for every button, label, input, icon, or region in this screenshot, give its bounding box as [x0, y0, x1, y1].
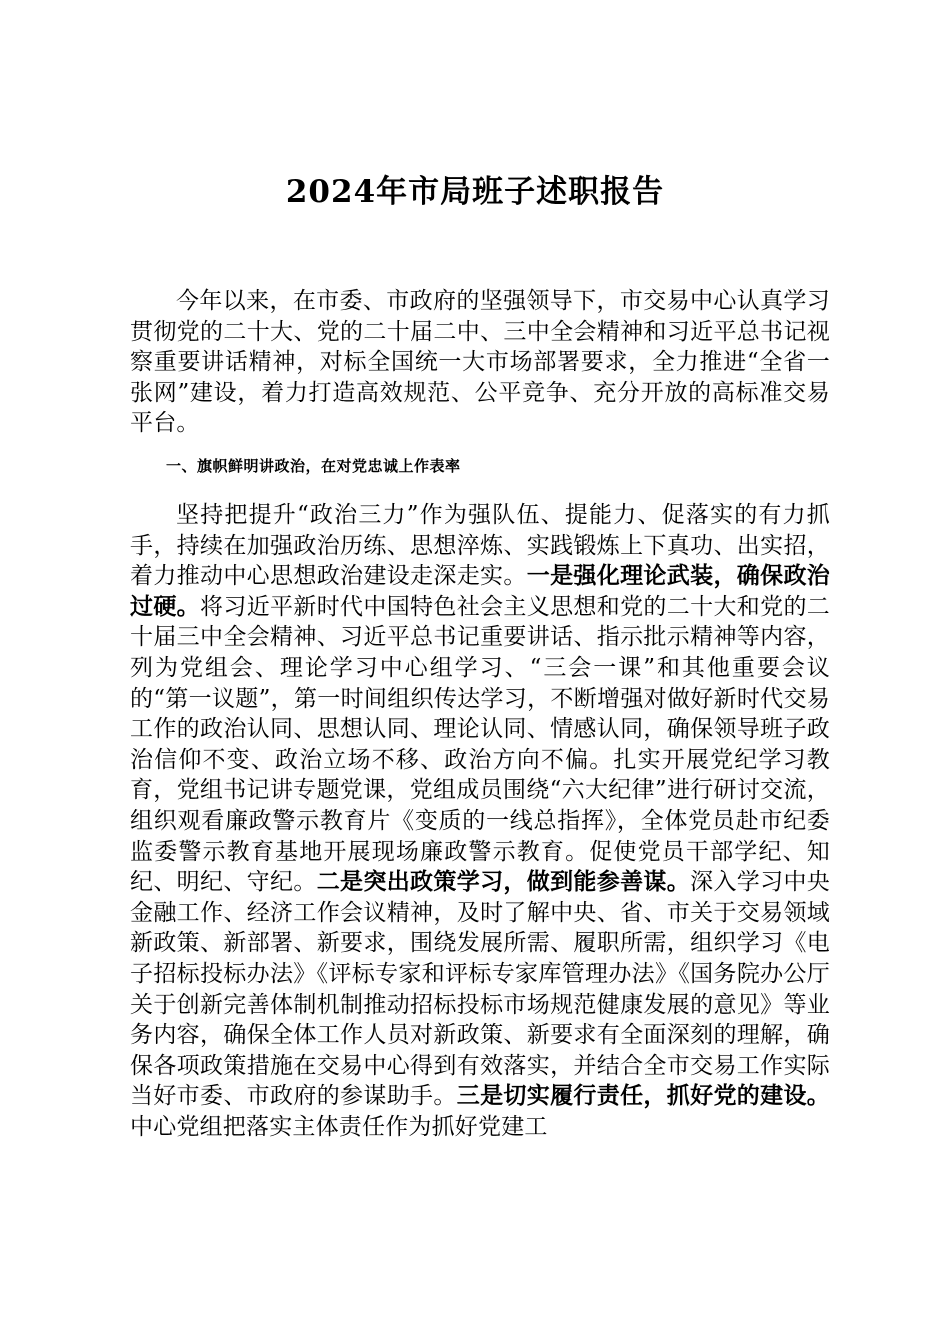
point-2-title: 二是突出政策学习，做到能参善谋。 [316, 868, 691, 896]
point-3-title: 三是切实履行责任，抓好党的建设。 [456, 1082, 830, 1110]
document-title: 2024年市局班子述职报告 [285, 174, 665, 210]
section-body-paragraph [130, 500, 830, 1142]
point-2-text: 深入学习中央金融工作、经济工作会议精神，及时了解中央、省、市关于交易领域新政策、新部署、新要求，围绕发展所需、履职所需，组织学习《电子招标投标办法》《评标专家和评标专家库管理办法》《国务院办公厅关于创新完善体制机制推动招标投标市场规范健康发展的意见》等业务内容，确保全体工作人员对新政策、新要求有全面深刻的理解，确保各项政策措施在交易中心得到有效落实，并结合全市交易工作实际当好市委、市政府的参谋助手。 [130, 869, 830, 1110]
point-3-text: 中心党组把落实主体责任作为抓好党建工 [130, 1113, 548, 1140]
point-1-text: 将习近平新时代中国特色社会主义思想和党的二十大和党的二十届三中全会精神、习近平总书记重要讲话、指示批示精神等内容，列为党组会、理论学习中心组学习、“三会一课”和其他重要会议的“第一议题”，第一时间组织传达学习，不断增强对做好新时代交易工作的政治认同、思想认同、理论认同、情感认同，确保领导班子政治信仰不变、政治立场不移、政治方向不偏。扎实开展党纪学习教育，党组书记讲专题党课，党组成员围绕“六大纪律”进行研讨交流，组织观看廉政警示教育片《变质的一线总指挥》，全体党员赴市纪委监委警示教育基地开展现场廉政警示教育。促使党员干部学纪、知纪、明纪、守纪。 [130, 593, 830, 896]
section-heading: 一、旗帜鲜明讲政治，在对党忠诚上作表率 [166, 457, 461, 475]
point-1-title: 一是强化理论武装，确保政治过硬。 [130, 562, 830, 620]
intro-paragraph: 今年以来，在市委、市政府的坚强领导下，市交易中心认真学习贯彻党的二十大、党的二十届二中、三中全会精神和习近平总书记视察重要讲话精神，对标全国统一大市场部署要求，全力推进“全省一张网”建设，着力打造高效规范、公平竞争、充分开放的高标准交易平台。 [130, 288, 830, 437]
section-lead-text: 坚持把提升“政治三力”作为强队伍、提能力、促落实的有力抓手，持续在加强政治历练、思想淬炼、实践锻炼上下真功、出实招，着力推动中心思想政治建设走深走实。 [130, 502, 830, 590]
